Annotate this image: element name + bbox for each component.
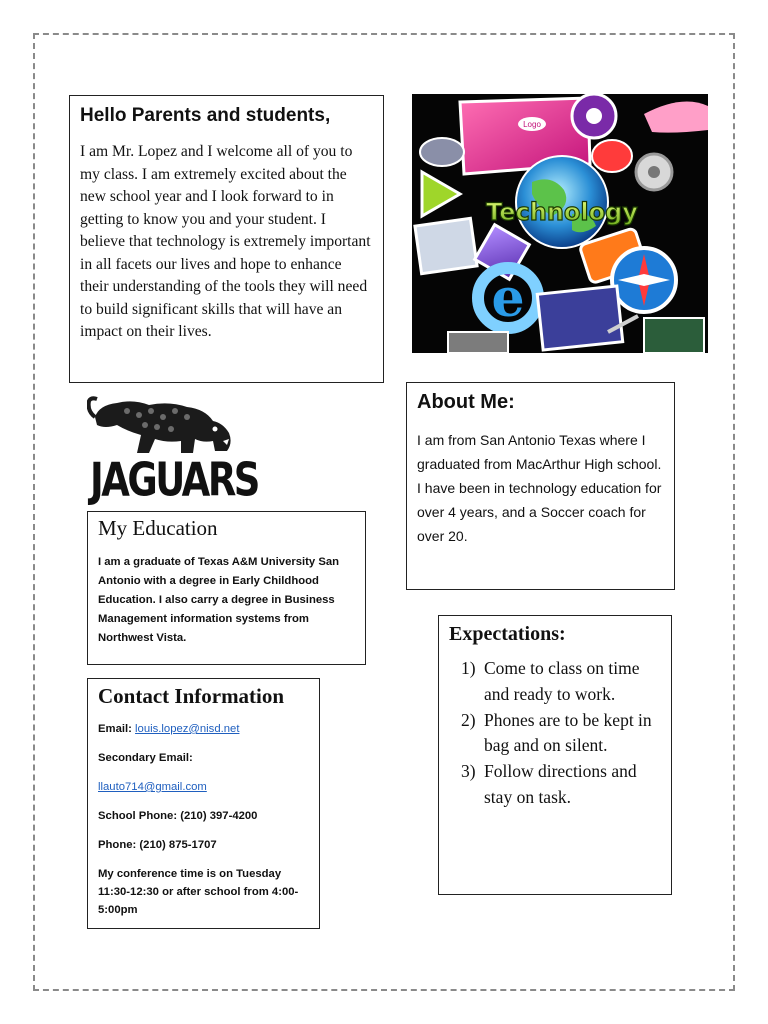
- education-text: I am a graduate of Texas A&M University San Antonio with a degree in Early Childhood Education. I also carry a degree in Business Management information systems from Northwest Vista.: [98, 556, 340, 644]
- list-item: 1) Come to class on time and ready to work.: [461, 658, 640, 704]
- welcome-text: I am Mr. Lopez and I welcome all of you to my class. I am extremely excited about the new school year and I look forward to in getting to know you and your student. I believe that technology is extremely important in all facets our lives and hope to enhance their understanding of the tools they will need to build significant skills that will have an impact on their lives.: [80, 143, 371, 340]
- about-box: [406, 382, 675, 590]
- list-item: 3) Follow directions and stay on task.: [461, 761, 637, 807]
- secondary-email-label: Secondary Email:: [98, 752, 193, 764]
- expectations-title: Expectations:: [449, 623, 566, 645]
- tech-logo-text: Logo: [523, 120, 541, 129]
- jaguar-mascot-icon: [87, 395, 247, 459]
- jaguars-logo: [87, 395, 258, 507]
- education-box: [87, 511, 366, 665]
- conference-time: My conference time is on Tuesday 11:30-12:30 or after school from 4:00-5:00pm: [98, 868, 299, 916]
- email-link[interactable]: louis.lopez@nisd.net: [135, 723, 240, 735]
- technology-caption: Technology: [486, 198, 638, 226]
- svg-text:e: e: [491, 268, 525, 329]
- email-label: Email:: [98, 723, 136, 735]
- about-text: I am from San Antonio Texas where I graduated from MacArthur High school. I have been in technology education for over 4 years, and a Soccer coach for over 20.: [417, 432, 662, 544]
- phone: Phone: (210) 875-1707: [98, 839, 217, 851]
- technology-collage-icon: [412, 94, 708, 353]
- expectations-list: [449, 656, 661, 811]
- education-title: My Education: [98, 516, 218, 540]
- about-title: About Me:: [417, 391, 515, 413]
- contact-title: Contact Information: [98, 684, 285, 708]
- welcome-box: [69, 95, 384, 383]
- expectations-box: [438, 615, 672, 895]
- secondary-email-link[interactable]: llauto714@gmail.com: [98, 781, 207, 793]
- list-item: 2) Phones are to be kept in bag and on silent.: [461, 709, 652, 756]
- school-phone: School Phone: (210) 397-4200: [98, 810, 258, 822]
- contact-box: [87, 678, 320, 929]
- team-name: JAGUARS: [90, 453, 258, 507]
- technology-image: [412, 94, 708, 353]
- welcome-title: Hello Parents and students,: [80, 105, 331, 126]
- email-line: [98, 720, 309, 738]
